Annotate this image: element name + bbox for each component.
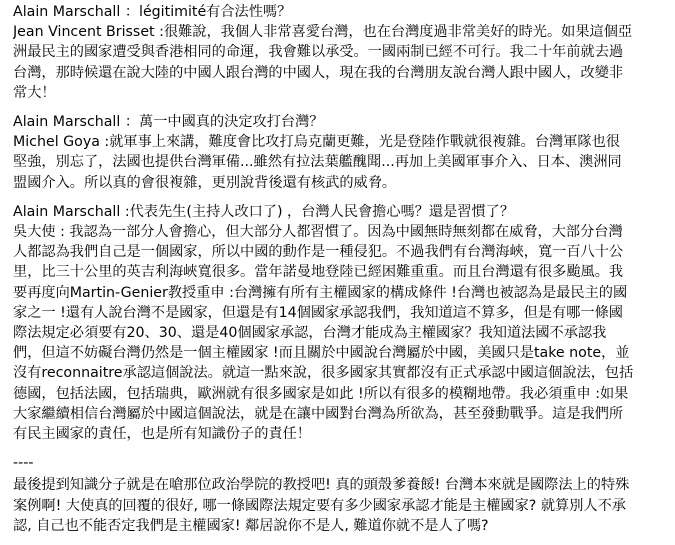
comment-line: 案例啊! 大使真的回覆的很好, 哪一條國際法規定要有多少國家承認才能是主權國家? 就算別人不承 <box>13 497 626 514</box>
answer-line: Jean Vincent Brisset :很難說，我個人非常喜愛台灣，也在台灣度過非常美好的時光。如果這個亞 <box>13 24 633 41</box>
host-question-line: Alain Marschall ：légitimité有合法性嗎？ <box>13 4 292 20</box>
answer-line: 人都認為我們自己是一個國家，所以中國的動作是一種侵犯。不過我們有台灣海峽，寬一百八十公 <box>13 244 624 261</box>
answer-line: 們，但這不妨礙台灣仍然是一個主權國家 !而且關於中國說台灣屬於中國，美國只是take note，並 <box>13 345 630 362</box>
answer-line: 沒有reconnaitre承認這個說法。就這一點來說，很多國家其實都沒有正式承認中國這個說法，包括 <box>13 365 634 382</box>
answer-line: 際法規定必須要有20、30、還是40個國家承認，台灣才能成為主權國家？我知道法國不承認我 <box>13 325 607 342</box>
host-question-line: Alain Marschall :代表先生(主持人改口了) ，台灣人民會擔心嗎？還是習慣了？ <box>13 203 515 220</box>
answer-line: 家之一 !還有人說台灣不是國家，但還是有14個國家承認我們，我知道這不算多，但是有哪一條國 <box>13 304 623 321</box>
answer-line: 洲最民主的國家遭受與香港相同的命運，我會難以承受。一國兩制已經不可行。我二十年前就去過 <box>13 44 624 61</box>
host-question-line: Alain Marschall ：萬一中國真的決定攻打台灣？ <box>13 114 324 131</box>
qa-block-attack <box>13 112 663 193</box>
comment-line: 最後提到知識分子就是在嗆那位政治學院的教授吧! 真的頭殼爹養餒! 台灣本來就是國際法上的特殊 <box>13 477 630 494</box>
answer-line: 要再度向Martin-Genier教授重申 :台灣擁有所有主權國家的構成條件 !台灣也被認為是最民主的國 <box>13 284 628 301</box>
answer-line: 常大！ <box>13 84 56 101</box>
section-divider: ---- <box>13 455 34 472</box>
answer-line: 德國，包括法國，包括瑞典，歐洲就有很多國家是如此 !所以有很多的模糊地帶。我必須重申 :如果 <box>13 385 629 402</box>
author-comment <box>13 475 663 536</box>
answer-line: 大家繼續相信台灣屬於中國這個說法，就是在讓中國對台灣為所欲為，甚至發動戰爭。這是我們所 <box>13 405 624 422</box>
qa-block-legitimacy <box>13 2 663 103</box>
answer-line: 堅強，別忘了，法國也提供台灣軍備...雖然有拉法葉艦醜聞...再加上美國軍事介入、日本、澳洲同 <box>13 154 622 171</box>
answer-line: 吳大使 : 我認為一部分人會擔心，但大部分人都習慣了。因為中國無時無刻都在威脅，大部分台灣 <box>13 224 623 241</box>
answer-line: 有民主國家的責任，也是所有知識份子的責任！ <box>13 426 311 443</box>
answer-line: 里，比三十公里的英吉利海峽寬很多。當年諾曼地登陸已經困難重重。而且台灣還有很多颱風。我 <box>13 264 624 281</box>
answer-line: 台灣，那時候還在說大陸的中國人跟台灣的中國人，現在我的台灣朋友說台灣人跟中國人，改變非 <box>13 64 624 81</box>
answer-line: 盟國介入。所以真的會很複雜，更別說背後還有核武的威脅。 <box>13 174 397 191</box>
comment-line: 認, 自己也不能否定我們是主權國家! 鄰居說你不是人, 難道你就不是人了嗎? <box>13 517 489 534</box>
post-body <box>13 2 663 545</box>
qa-block-ambassador <box>13 202 663 444</box>
answer-line: Michel Goya :就軍事上來講，難度會比攻打烏克蘭更難，光是登陸作戰就很複雜。台灣軍隊也很 <box>13 134 620 151</box>
